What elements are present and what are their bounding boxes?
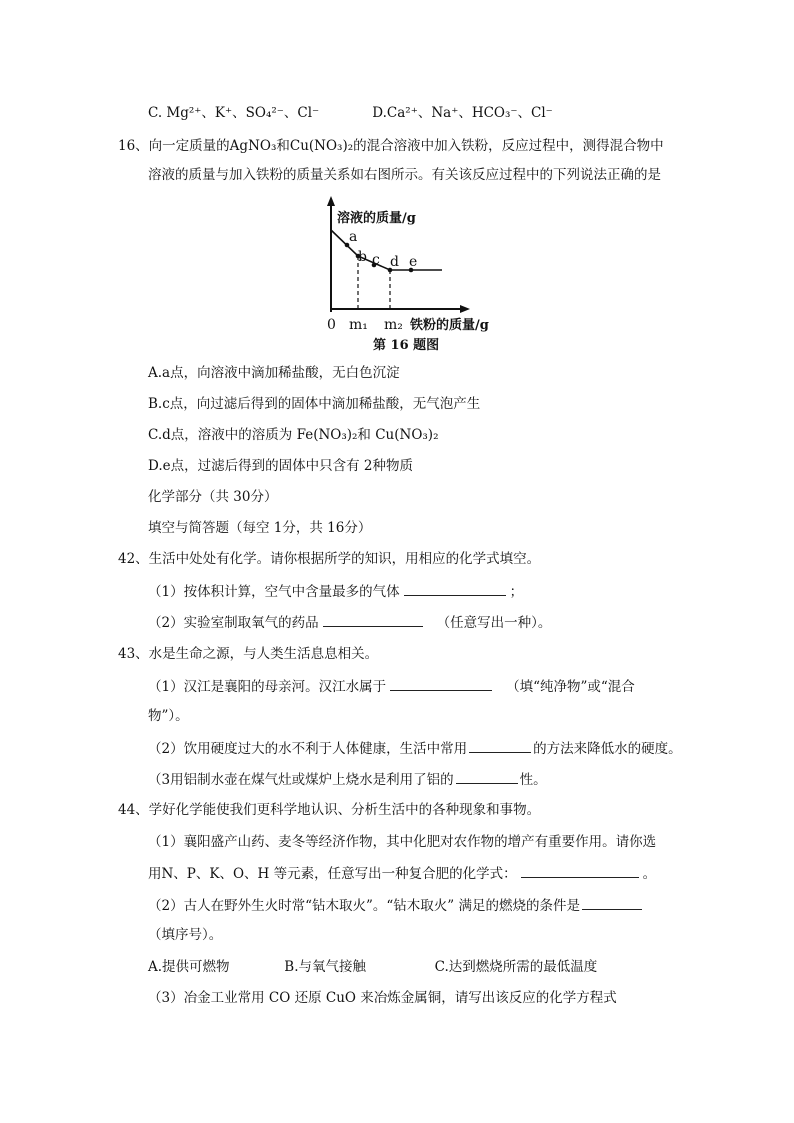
q43-part2-blank[interactable] bbox=[469, 739, 531, 753]
q42-stem: 42、生活中处处有化学。请你根据所学的知识，用相应的化学式填空。 bbox=[118, 551, 541, 567]
q43-part2 bbox=[148, 739, 682, 758]
q16-stem-line2: 溶液的质量与加入铁粉的质量关系如右图所示。有关该反应过程中的下列说法正确的是 bbox=[148, 167, 661, 183]
point-d-label: d bbox=[390, 254, 399, 270]
y-axis-arrow bbox=[327, 196, 335, 206]
section-title: 化学部分（共 30分） bbox=[148, 489, 278, 505]
q43-part3-end: 性。 bbox=[519, 772, 547, 788]
q42-part2 bbox=[148, 613, 551, 632]
point-b-label: b bbox=[358, 249, 367, 265]
y-axis-label: 溶液的质量/g bbox=[337, 211, 416, 226]
q15-option-d: D.Ca²⁺、Na⁺、HCO₃⁻、Cl⁻ bbox=[372, 105, 553, 121]
point-c-label: c bbox=[372, 252, 380, 268]
q44-part2-line1 bbox=[148, 896, 642, 915]
q42-part2-blank[interactable] bbox=[323, 613, 423, 627]
q44-part1-end: 。 bbox=[642, 866, 657, 882]
point-e-label: e bbox=[409, 254, 418, 270]
q44-part1-text: 用N、P、K、O、H 等元素，任意写出一种复合肥的化学式： bbox=[148, 866, 517, 882]
x-axis-label: 铁粉的质量/g bbox=[410, 318, 489, 333]
q42-part1 bbox=[148, 582, 523, 601]
q44-part3-line1: （3）冶金工业常用 CO 还原 CuO 来冶炼金属铜，请写出该反应的化学方程式 bbox=[148, 990, 617, 1006]
section-subtitle: 填空与简答题（每空 1分，共 16分） bbox=[148, 520, 372, 536]
m2-label: m₂ bbox=[384, 317, 403, 333]
q15-option-c: C. Mg²⁺、K⁺、SO₄²⁻、Cl⁻ bbox=[148, 105, 320, 121]
q42-part1-blank[interactable] bbox=[404, 582, 506, 596]
q43-part1-cont: 物”）。 bbox=[148, 708, 189, 724]
q44-stem: 44、学好化学能使我们更科学地认识、分析生活中的各种现象和事物。 bbox=[118, 802, 541, 818]
q15-options bbox=[148, 104, 553, 122]
q44-option-c: C.达到燃烧所需的最低温度 bbox=[434, 959, 598, 975]
figure-caption: 第 16 题图 bbox=[373, 338, 440, 353]
q43-part3 bbox=[148, 770, 547, 789]
q44-part1-blank[interactable] bbox=[521, 864, 639, 878]
q44-part2-blank[interactable] bbox=[582, 896, 642, 910]
q42-part2-text: （2）实验室制取氧气的药品 bbox=[148, 615, 319, 631]
q43-part1-end: （填“纯净物”或“混合 bbox=[506, 679, 635, 695]
q43-stem: 43、水是生命之源，与人类生活息息相关。 bbox=[118, 646, 379, 662]
x-axis-arrow bbox=[460, 305, 470, 313]
q43-part2-end: 的方法来降低水的硬度。 bbox=[533, 741, 682, 757]
q43-part3-text: （3用铝制水壶在煤气灶或煤炉上烧水是利用了铝的 bbox=[148, 772, 454, 788]
q42-part1-end: ； bbox=[509, 584, 524, 600]
solution-mass-curve bbox=[331, 230, 442, 270]
q44-part2-line2: （填序号）。 bbox=[148, 927, 223, 943]
q16-option-d: D.e点，过滤后得到的固体中只含有 2种物质 bbox=[148, 458, 414, 474]
point-a-label: a bbox=[349, 229, 358, 245]
q43-part1 bbox=[148, 677, 635, 696]
q42-part2-end: （任意写出一种）。 bbox=[436, 615, 552, 631]
q44-part2-options bbox=[148, 958, 597, 976]
q44-part1-line2 bbox=[148, 864, 656, 883]
q43-part2-text: （2）饮用硬度过大的水不利于人体健康，生活中常用 bbox=[148, 741, 468, 757]
q16-figure bbox=[318, 194, 508, 356]
q43-part1-text: （1）汉江是襄阳的母亲河。汉江水属于 bbox=[148, 679, 387, 695]
q42-part1-text: （1）按体积计算，空气中含量最多的气体 bbox=[148, 584, 400, 600]
q44-part1-line1: （1）襄阳盛产山药、麦冬等经济作物，其中化肥对农作物的增产有重要作用。请你选 bbox=[148, 834, 657, 850]
q16-option-c: C.d点，溶液中的溶质为 Fe(NO₃)₂和 Cu(NO₃)₂ bbox=[148, 427, 439, 443]
q44-option-a: A.提供可燃物 bbox=[148, 959, 230, 975]
q43-part1-blank[interactable] bbox=[390, 677, 492, 691]
q16-option-a: A.a点，向溶液中滴加稀盐酸，无白色沉淀 bbox=[148, 365, 400, 381]
origin-label: 0 bbox=[327, 317, 336, 333]
q43-part3-blank[interactable] bbox=[456, 770, 518, 784]
q44-option-b: B.与氧气接触 bbox=[284, 959, 367, 975]
m1-label: m₁ bbox=[349, 317, 368, 333]
q16-stem-line1: 16、向一定质量的AgNO₃和Cu(NO₃)₂的混合溶液中加入铁粉，反应过程中，测得混合物中 bbox=[118, 138, 664, 154]
q44-part2-text: （2）古人在野外生火时常“钻木取火”。“钻木取火” 满足的燃烧的条件是 bbox=[148, 898, 580, 914]
q16-option-b: B.c点，向过滤后得到的固体中滴加稀盐酸，无气泡产生 bbox=[148, 396, 481, 412]
